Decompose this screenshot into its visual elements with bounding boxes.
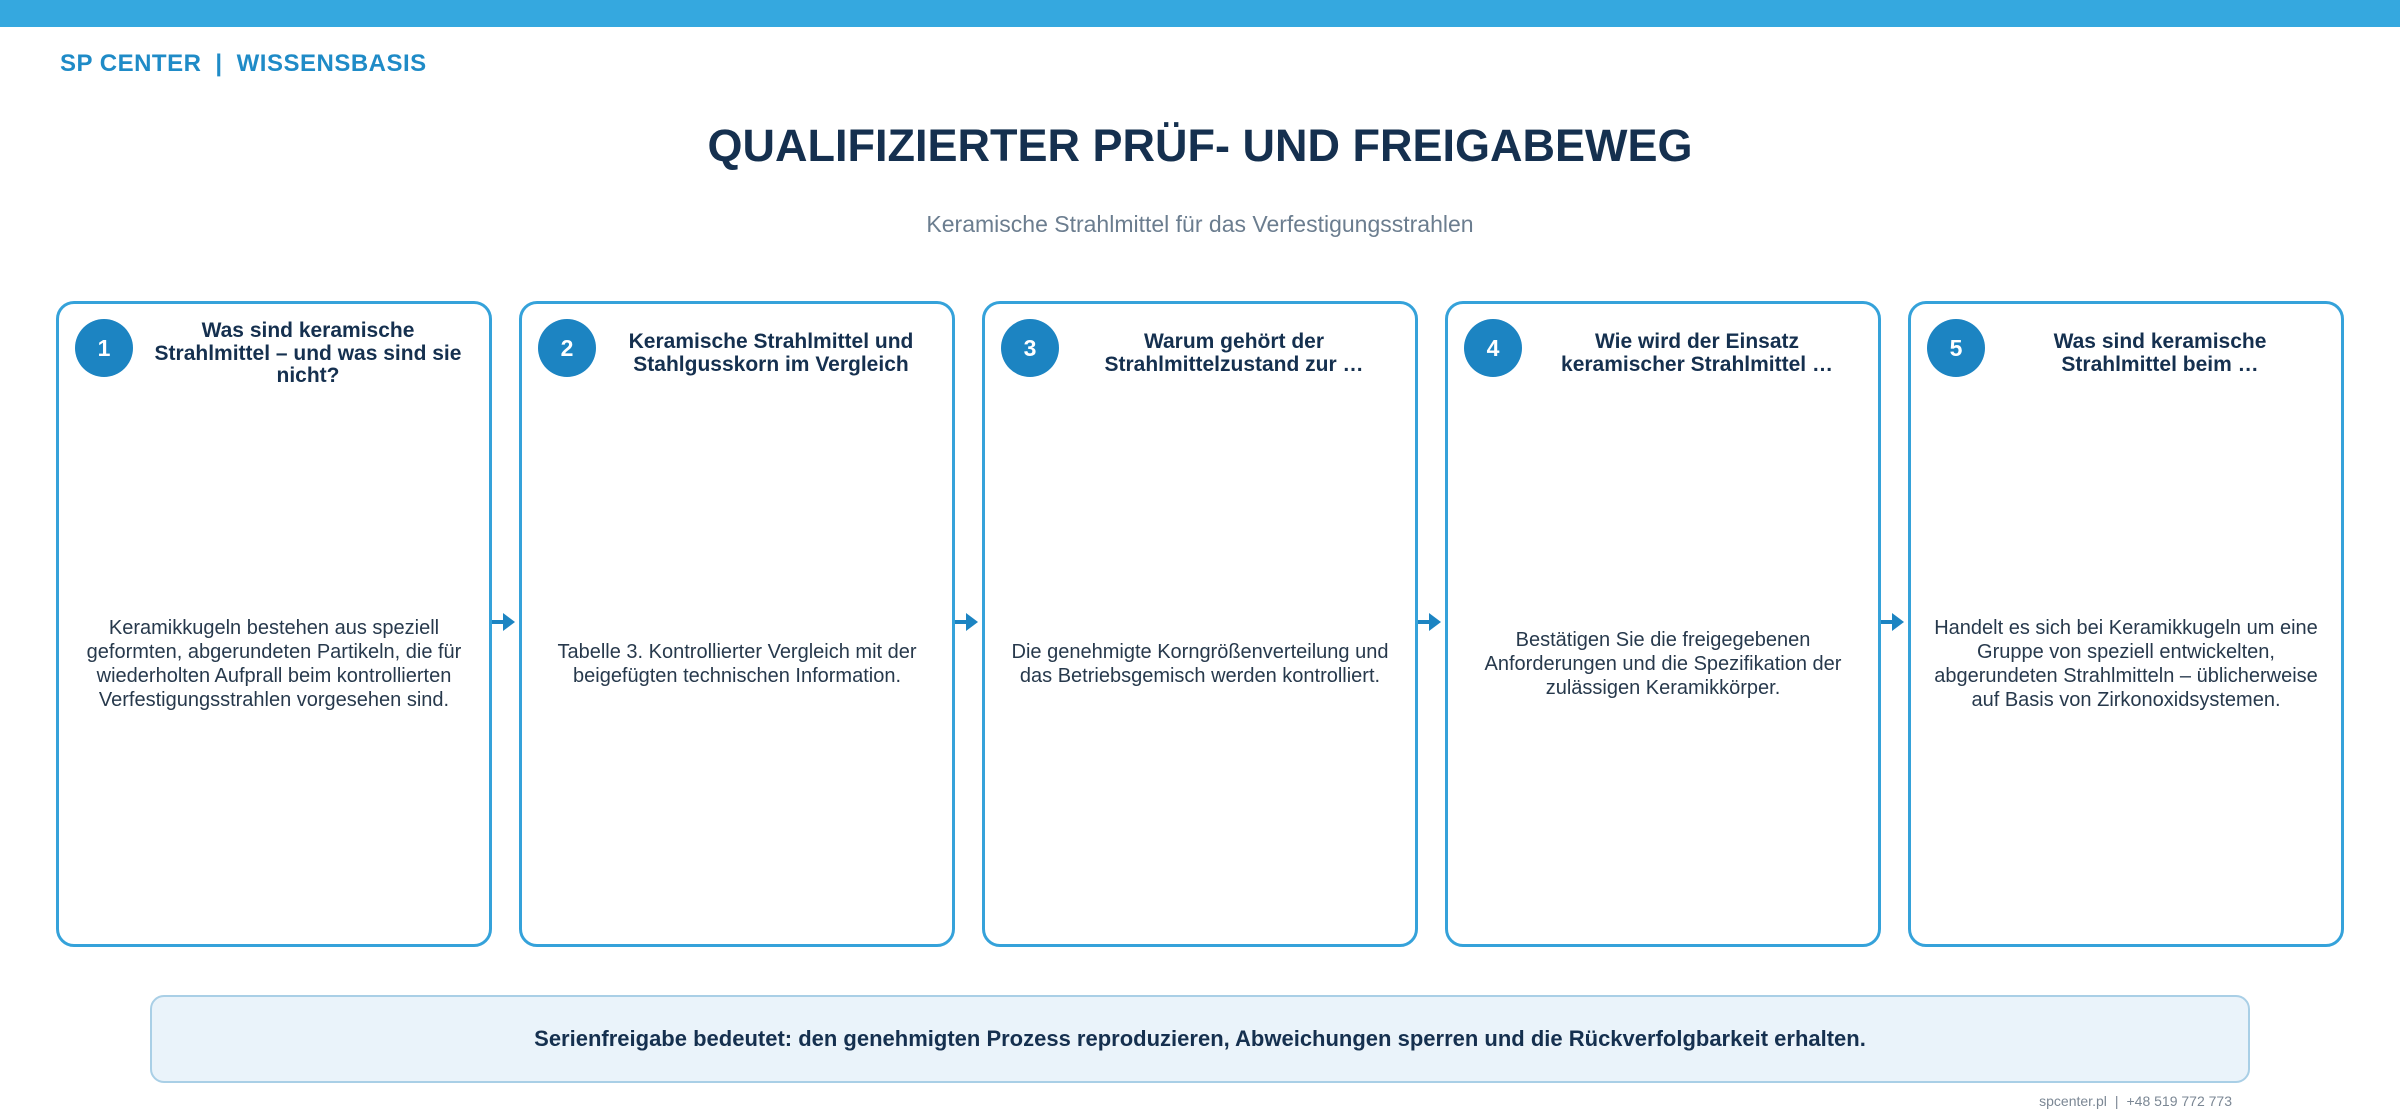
top-accent-bar xyxy=(0,0,2400,27)
step-description: Handelt es sich bei Keramikkugeln um eine Gruppe von speziell entwickelten, abgerundeten Strahlmitteln – üblicherweise auf Basis von Zirkonoxidsystemen. xyxy=(1934,617,2318,711)
brand-name: SP CENTER xyxy=(60,50,202,77)
step-card-3 xyxy=(982,301,1418,947)
step-title: Keramische Strahlmittel und Stahlgusskorn im Vergleich xyxy=(628,330,914,376)
brand-section: WISSENSBASIS xyxy=(236,50,427,77)
website-text: spcenter.pl xyxy=(2039,1093,2107,1109)
step-title: Was sind keramische Strahlmittel – und was sind sie nicht? xyxy=(154,319,462,388)
arrow-right-icon xyxy=(1418,612,1442,632)
step-title: Warum gehört der Strahlmittelzustand zur … xyxy=(1104,330,1364,376)
step-number-badge: 4 xyxy=(1464,319,1522,377)
step-number-badge: 2 xyxy=(538,319,596,377)
phone-text: +48 519 772 773 xyxy=(2126,1093,2232,1109)
step-card-1 xyxy=(56,301,492,947)
release-note-text: Serienfreigabe bedeutet: den genehmigten Prozess reproduzieren, Abweichungen sperren und die Rückverfolgbarkeit erhalten. xyxy=(534,1026,1866,1051)
step-card-5 xyxy=(1908,301,2344,947)
page-title: QUALIFIZIERTER PRÜF- UND FREIGABEWEG xyxy=(707,120,1693,171)
release-note-box xyxy=(150,995,2250,1083)
brand-separator: | xyxy=(215,50,223,77)
arrow-right-icon xyxy=(1881,612,1905,632)
step-description: Keramikkugeln bestehen aus speziell geformten, abgerundeten Partikeln, die für wiederholten Aufprall beim kontrollierten Verfestigungsstrahlen vorgesehen sind. xyxy=(86,617,462,711)
brand-header xyxy=(60,50,427,78)
step-number-badge: 1 xyxy=(75,319,133,377)
step-description: Tabelle 3. Kontrollierter Vergleich mit der beigefügten technischen Information. xyxy=(557,641,917,687)
step-title: Was sind keramische Strahlmittel beim … xyxy=(2053,330,2267,376)
step-title: Wie wird der Einsatz keramischer Strahlmittel … xyxy=(1561,330,1833,376)
step-number-badge: 3 xyxy=(1001,319,1059,377)
contact-separator: | xyxy=(2114,1093,2119,1109)
step-card-2 xyxy=(519,301,955,947)
step-description: Bestätigen Sie die freigegebenen Anforderungen und die Spezifikation der zulässigen Keramikkörper. xyxy=(1484,629,1842,699)
arrow-right-icon xyxy=(492,612,516,632)
page-subtitle: Keramische Strahlmittel für das Verfestigungsstrahlen xyxy=(926,211,1474,237)
arrow-right-icon xyxy=(955,612,979,632)
step-card-4 xyxy=(1445,301,1881,947)
step-number-badge: 5 xyxy=(1927,319,1985,377)
step-description: Die genehmigte Korngrößenverteilung und das Betriebsgemisch werden kontrolliert. xyxy=(1011,641,1389,687)
contact-info xyxy=(2039,1093,2232,1109)
